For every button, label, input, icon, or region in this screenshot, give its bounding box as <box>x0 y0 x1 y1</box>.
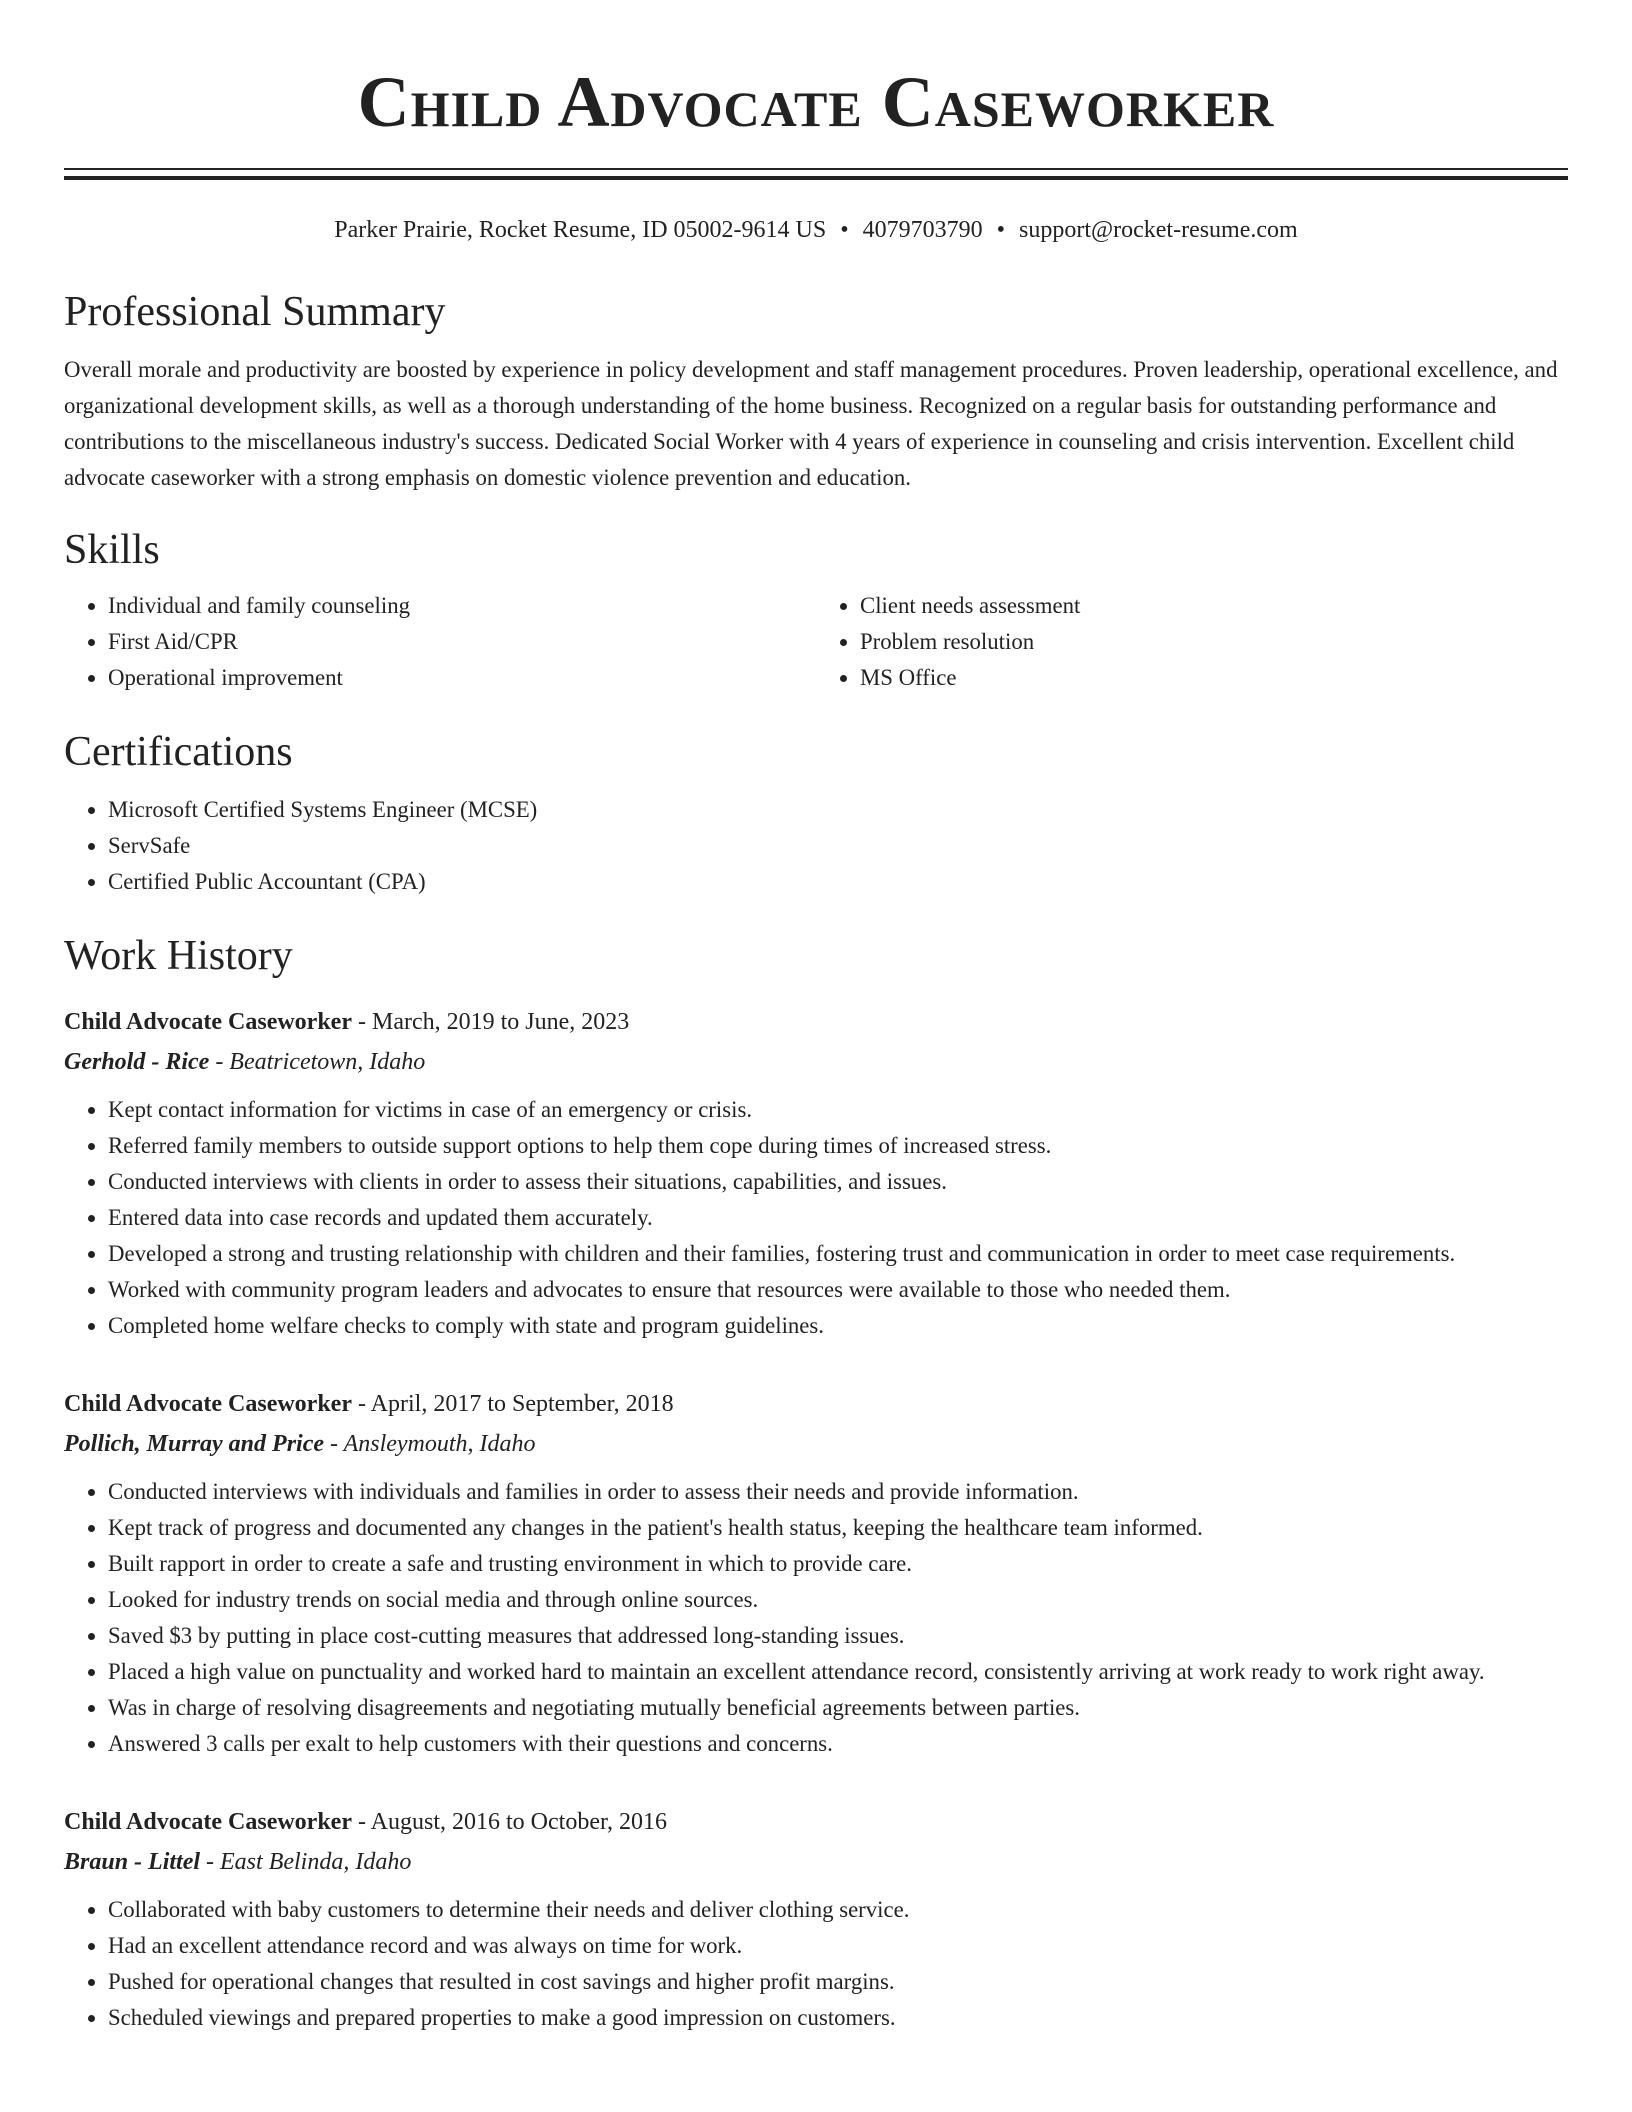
job-location: - East Belinda, Idaho <box>200 1849 412 1875</box>
job-bullet: • Kept contact information for victims in case of an emergency or crisis. <box>108 1092 1568 1128</box>
job-dates: - August, 2016 to October, 2016 <box>351 1809 667 1835</box>
skill-item: • Problem resolution <box>860 624 1568 660</box>
contact-separator: • <box>996 217 1006 243</box>
skills-list-right <box>816 588 1568 696</box>
job-title: Child Advocate Caseworker <box>64 1809 352 1835</box>
job-employer <box>64 1424 1568 1464</box>
header-rule-thin <box>64 168 1568 170</box>
job-company: Braun - Littel <box>64 1849 201 1875</box>
certification-item: • ServSafe <box>108 828 1568 864</box>
job-title: Child Advocate Caseworker <box>64 1009 352 1035</box>
job-bullet: • Built rapport in order to create a safe and trusting environment in which to provide care. <box>108 1546 1568 1582</box>
job-bullet: • Conducted interviews with individuals and families in order to assess their needs and provide information. <box>108 1474 1568 1510</box>
candidate-name: Child Advocate Caseworker <box>357 62 1275 142</box>
skill-item: • Client needs assessment <box>860 588 1568 624</box>
certification-item: • Microsoft Certified Systems Engineer (MCSE) <box>108 792 1568 828</box>
contact-phone: 4079703790 <box>862 217 983 243</box>
job-bullet: • Conducted interviews with clients in order to assess their situations, capabilities, and issues. <box>108 1164 1568 1200</box>
job-bullet: • Worked with community program leaders and advocates to ensure that resources were available to those who needed them. <box>108 1272 1568 1308</box>
job-bullet: • Scheduled viewings and prepared properties to make a good impression on customers. <box>108 2000 1568 2036</box>
skill-item: • Individual and family counseling <box>108 588 816 624</box>
contact-line <box>64 214 1568 246</box>
job-bullet: • Was in charge of resolving disagreements and negotiating mutually beneficial agreements between parties. <box>108 1690 1568 1726</box>
job-entry <box>64 1384 1568 1762</box>
job-bullets <box>64 1474 1568 1762</box>
contact-address: Parker Prairie, Rocket Resume, ID 05002-9614 US <box>334 217 827 243</box>
job-employer <box>64 1842 1568 1882</box>
contact-email: support@rocket-resume.com <box>1019 217 1298 243</box>
job-company: Pollich, Murray and Price <box>64 1431 325 1457</box>
certifications-heading: Certifications <box>64 729 293 775</box>
job-bullet: • Completed home welfare checks to comply with state and program guidelines. <box>108 1308 1568 1344</box>
job-bullet: • Answered 3 calls per exalt to help customers with their questions and concerns. <box>108 1726 1568 1762</box>
job-bullet: • Had an excellent attendance record and was always on time for work. <box>108 1928 1568 1964</box>
work-history-heading: Work History <box>64 933 293 979</box>
skills-column-right <box>816 588 1568 696</box>
skills-heading: Skills <box>64 527 160 573</box>
job-location: - Beatricetown, Idaho <box>209 1049 426 1075</box>
job-company: Gerhold - Rice <box>64 1049 210 1075</box>
skills-list-left <box>64 588 816 696</box>
certification-item: • Certified Public Accountant (CPA) <box>108 864 1568 900</box>
job-title: Child Advocate Caseworker <box>64 1391 352 1417</box>
job-entry <box>64 1802 1568 2036</box>
job-bullet: • Referred family members to outside support options to help them cope during times of increased stress. <box>108 1128 1568 1164</box>
skill-item: • First Aid/CPR <box>108 624 816 660</box>
job-bullets <box>64 1892 1568 2036</box>
job-dates: - March, 2019 to June, 2023 <box>351 1009 630 1035</box>
summary-text: Overall morale and productivity are boosted by experience in policy development and staff management procedures. Proven leadership, operational excellence, and organizational development skills, as well as a thorough understanding of the home business. Recognized on a regular basis for outstanding performance and contributions to the miscellaneous industry's success. Dedicated Social Worker with 4 years of experience in counseling and crisis intervention. Excellent child advocate caseworker with a strong emphasis on domestic violence prevention and education. <box>64 357 1558 490</box>
job-bullet: • Placed a high value on punctuality and worked hard to maintain an excellent attendance record, consistently arriving at work ready to work right away. <box>108 1654 1568 1690</box>
job-bullet: • Looked for industry trends on social media and through online sources. <box>108 1582 1568 1618</box>
job-bullet: • Kept track of progress and documented any changes in the patient's health status, keeping the healthcare team informed. <box>108 1510 1568 1546</box>
job-bullet: • Saved $3 by putting in place cost-cutting measures that addressed long-standing issues. <box>108 1618 1568 1654</box>
job-header <box>64 1002 1568 1042</box>
header-rule-thick <box>64 176 1568 180</box>
job-bullets <box>64 1092 1568 1344</box>
job-entry <box>64 1002 1568 1344</box>
job-bullet: • Pushed for operational changes that resulted in cost savings and higher profit margins. <box>108 1964 1568 2000</box>
job-bullet: • Entered data into case records and updated them accurately. <box>108 1200 1568 1236</box>
skills-column-left <box>64 588 816 696</box>
skills-grid <box>64 588 1568 696</box>
job-dates: - April, 2017 to September, 2018 <box>351 1391 674 1417</box>
job-location: - Ansleymouth, Idaho <box>324 1431 536 1457</box>
job-bullet: • Developed a strong and trusting relationship with children and their families, fostering trust and communication in order to meet case requirements. <box>108 1236 1568 1272</box>
summary-heading: Professional Summary <box>64 289 446 335</box>
certifications-list <box>64 792 1568 900</box>
job-header <box>64 1384 1568 1424</box>
job-bullet: • Collaborated with baby customers to determine their needs and deliver clothing service. <box>108 1892 1568 1928</box>
job-employer <box>64 1042 1568 1082</box>
skill-item: • Operational improvement <box>108 660 816 696</box>
skill-item: • MS Office <box>860 660 1568 696</box>
contact-separator: • <box>840 217 849 243</box>
job-header <box>64 1802 1568 1842</box>
